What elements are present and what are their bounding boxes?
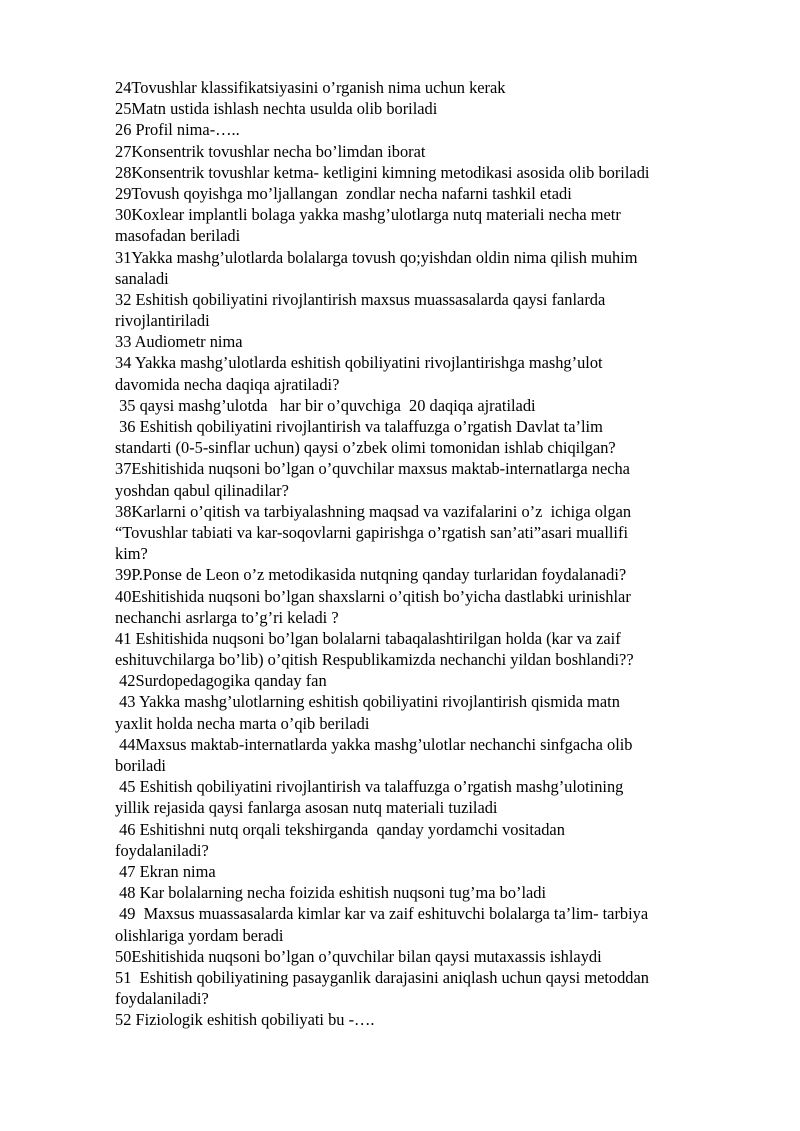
- text-line: 26 Profil nima-…..: [115, 120, 240, 140]
- text-line: masofadan beriladi: [115, 226, 241, 246]
- text-line: yoshdan qabul qilinadilar?: [115, 480, 289, 500]
- text-line: standarti (0-5-sinflar uchun) qaysi o’zbek olimi tomonidan ishlab chiqilgan?: [115, 438, 616, 458]
- text-line: 35 qaysi mashg’ulotda har bir o’quvchiga 20 daqiqa ajratiladi: [115, 395, 536, 415]
- text-line: 39P.Ponse de Leon o’z metodikasida nutqning qanday turlaridan foydalanadi?: [115, 565, 627, 585]
- text-line: yaxlit holda necha marta o’qib beriladi: [115, 713, 370, 733]
- text-line: nechanchi asrlarga to’g’ri keladi ?: [115, 607, 339, 627]
- text-line: 50Eshitishida nuqsoni bo’lgan o’quvchilar bilan qaysi mutaxassis ishlaydi: [115, 946, 602, 966]
- text-line: 36 Eshitish qobiliyatini rivojlantirish va talaffuzga o’rgatish Davlat ta’lim: [115, 417, 603, 436]
- text-line: 40Eshitishida nuqsoni bo’lgan shaxslarni o’qitish bo’yicha dastlabki urinishlar: [115, 586, 631, 606]
- text-line: olishlariga yordam beradi: [115, 925, 284, 945]
- text-line: 38Karlarni o’qitish va tarbiyalashning maqsad va vazifalarini o’z ichiga olgan: [115, 501, 632, 521]
- text-line: 24Tovushlar klassifikatsiyasini o’rganish nima uchun kerak: [115, 78, 506, 97]
- text-line: 46 Eshitishni nutq orqali tekshirganda qanday yordamchi vositadan: [115, 819, 565, 839]
- text-line: eshituvchilarga bo’lib) o’qitish Respublikamizda nechanchi yildan boshlandi??: [115, 650, 634, 670]
- text-line: 32 Eshitish qobiliyatini rivojlantirish maxsus muassasalarda qaysi fanlarda: [115, 289, 606, 309]
- text-line: 51 Eshitish qobiliyatining pasayganlik darajasini aniqlash uchun qaysi metoddan: [115, 967, 649, 987]
- text-line: 37Eshitishida nuqsoni bo’lgan o’quvchilar maxsus maktab-internatlarga necha: [115, 459, 630, 479]
- document-page: [115, 77, 735, 1030]
- text-line: 25Matn ustida ishlash nechta usulda olib boriladi: [115, 99, 438, 119]
- text-line: 42Surdopedagogika qanday fan: [115, 671, 327, 691]
- text-line: 48 Kar bolalarning necha foizida eshitish nuqsoni tug’ma bo’ladi: [115, 883, 547, 903]
- text-line: 47 Ekran nima: [115, 861, 216, 881]
- text-line: 49 Maxsus muassasalarda kimlar kar va zaif eshituvchi bolalarga ta’lim- tarbiya: [115, 904, 649, 924]
- text-line: 33 Audiometr nima: [115, 332, 243, 352]
- text-line: 44Maxsus maktab-internatlarda yakka mashg’ulotlar nechanchi sinfgacha olib: [115, 734, 633, 754]
- text-line: “Tovushlar tabiati va kar-soqovlarni gapirishga o’rgatish san’ati”asari muallifi: [115, 522, 628, 542]
- text-line: 28Konsentrik tovushlar ketma- ketligini kimning metodikasi asosida olib boriladi: [115, 162, 650, 182]
- text-line: yillik rejasida qaysi fanlarga asosan nutq materiali tuziladi: [115, 798, 498, 818]
- text-line: kim?: [115, 544, 148, 564]
- text-line: 34 Yakka mashg’ulotlarda eshitish qobiliyatini rivojlantirishga mashg’ulot: [115, 353, 603, 373]
- text-line: foydalaniladi?: [115, 840, 209, 860]
- text-line: 30Koxlear implantli bolaga yakka mashg’ulotlarga nutq materiali necha metr: [115, 205, 621, 225]
- text-line: 43 Yakka mashg’ulotlarning eshitish qobiliyatini rivojlantirish qismida matn: [115, 692, 620, 712]
- text-line: boriladi: [115, 756, 166, 775]
- text-line: sanaladi: [115, 268, 169, 288]
- text-line: 52 Fiziologik eshitish qobiliyati bu -….: [115, 1010, 375, 1030]
- text-line: davomida necha daqiqa ajratiladi?: [115, 374, 340, 394]
- text-line: foydalaniladi?: [115, 989, 209, 1009]
- text-line: 29Tovush qoyishga mo’ljallangan zondlar necha nafarni tashkil etadi: [115, 183, 572, 203]
- text-line: 27Konsentrik tovushlar necha bo’limdan iborat: [115, 141, 426, 161]
- text-line: 45 Eshitish qobiliyatini rivojlantirish va talaffuzga o’rgatish mashg’ulotining: [115, 777, 624, 797]
- text-line: 31Yakka mashg’ulotlarda bolalarga tovush qo;yishdan oldin nima qilish muhim: [115, 247, 638, 267]
- text-line: rivojlantiriladi: [115, 311, 210, 331]
- text-line: 41 Eshitishida nuqsoni bo’lgan bolalarni tabaqalashtirilgan holda (kar va zaif: [115, 628, 621, 648]
